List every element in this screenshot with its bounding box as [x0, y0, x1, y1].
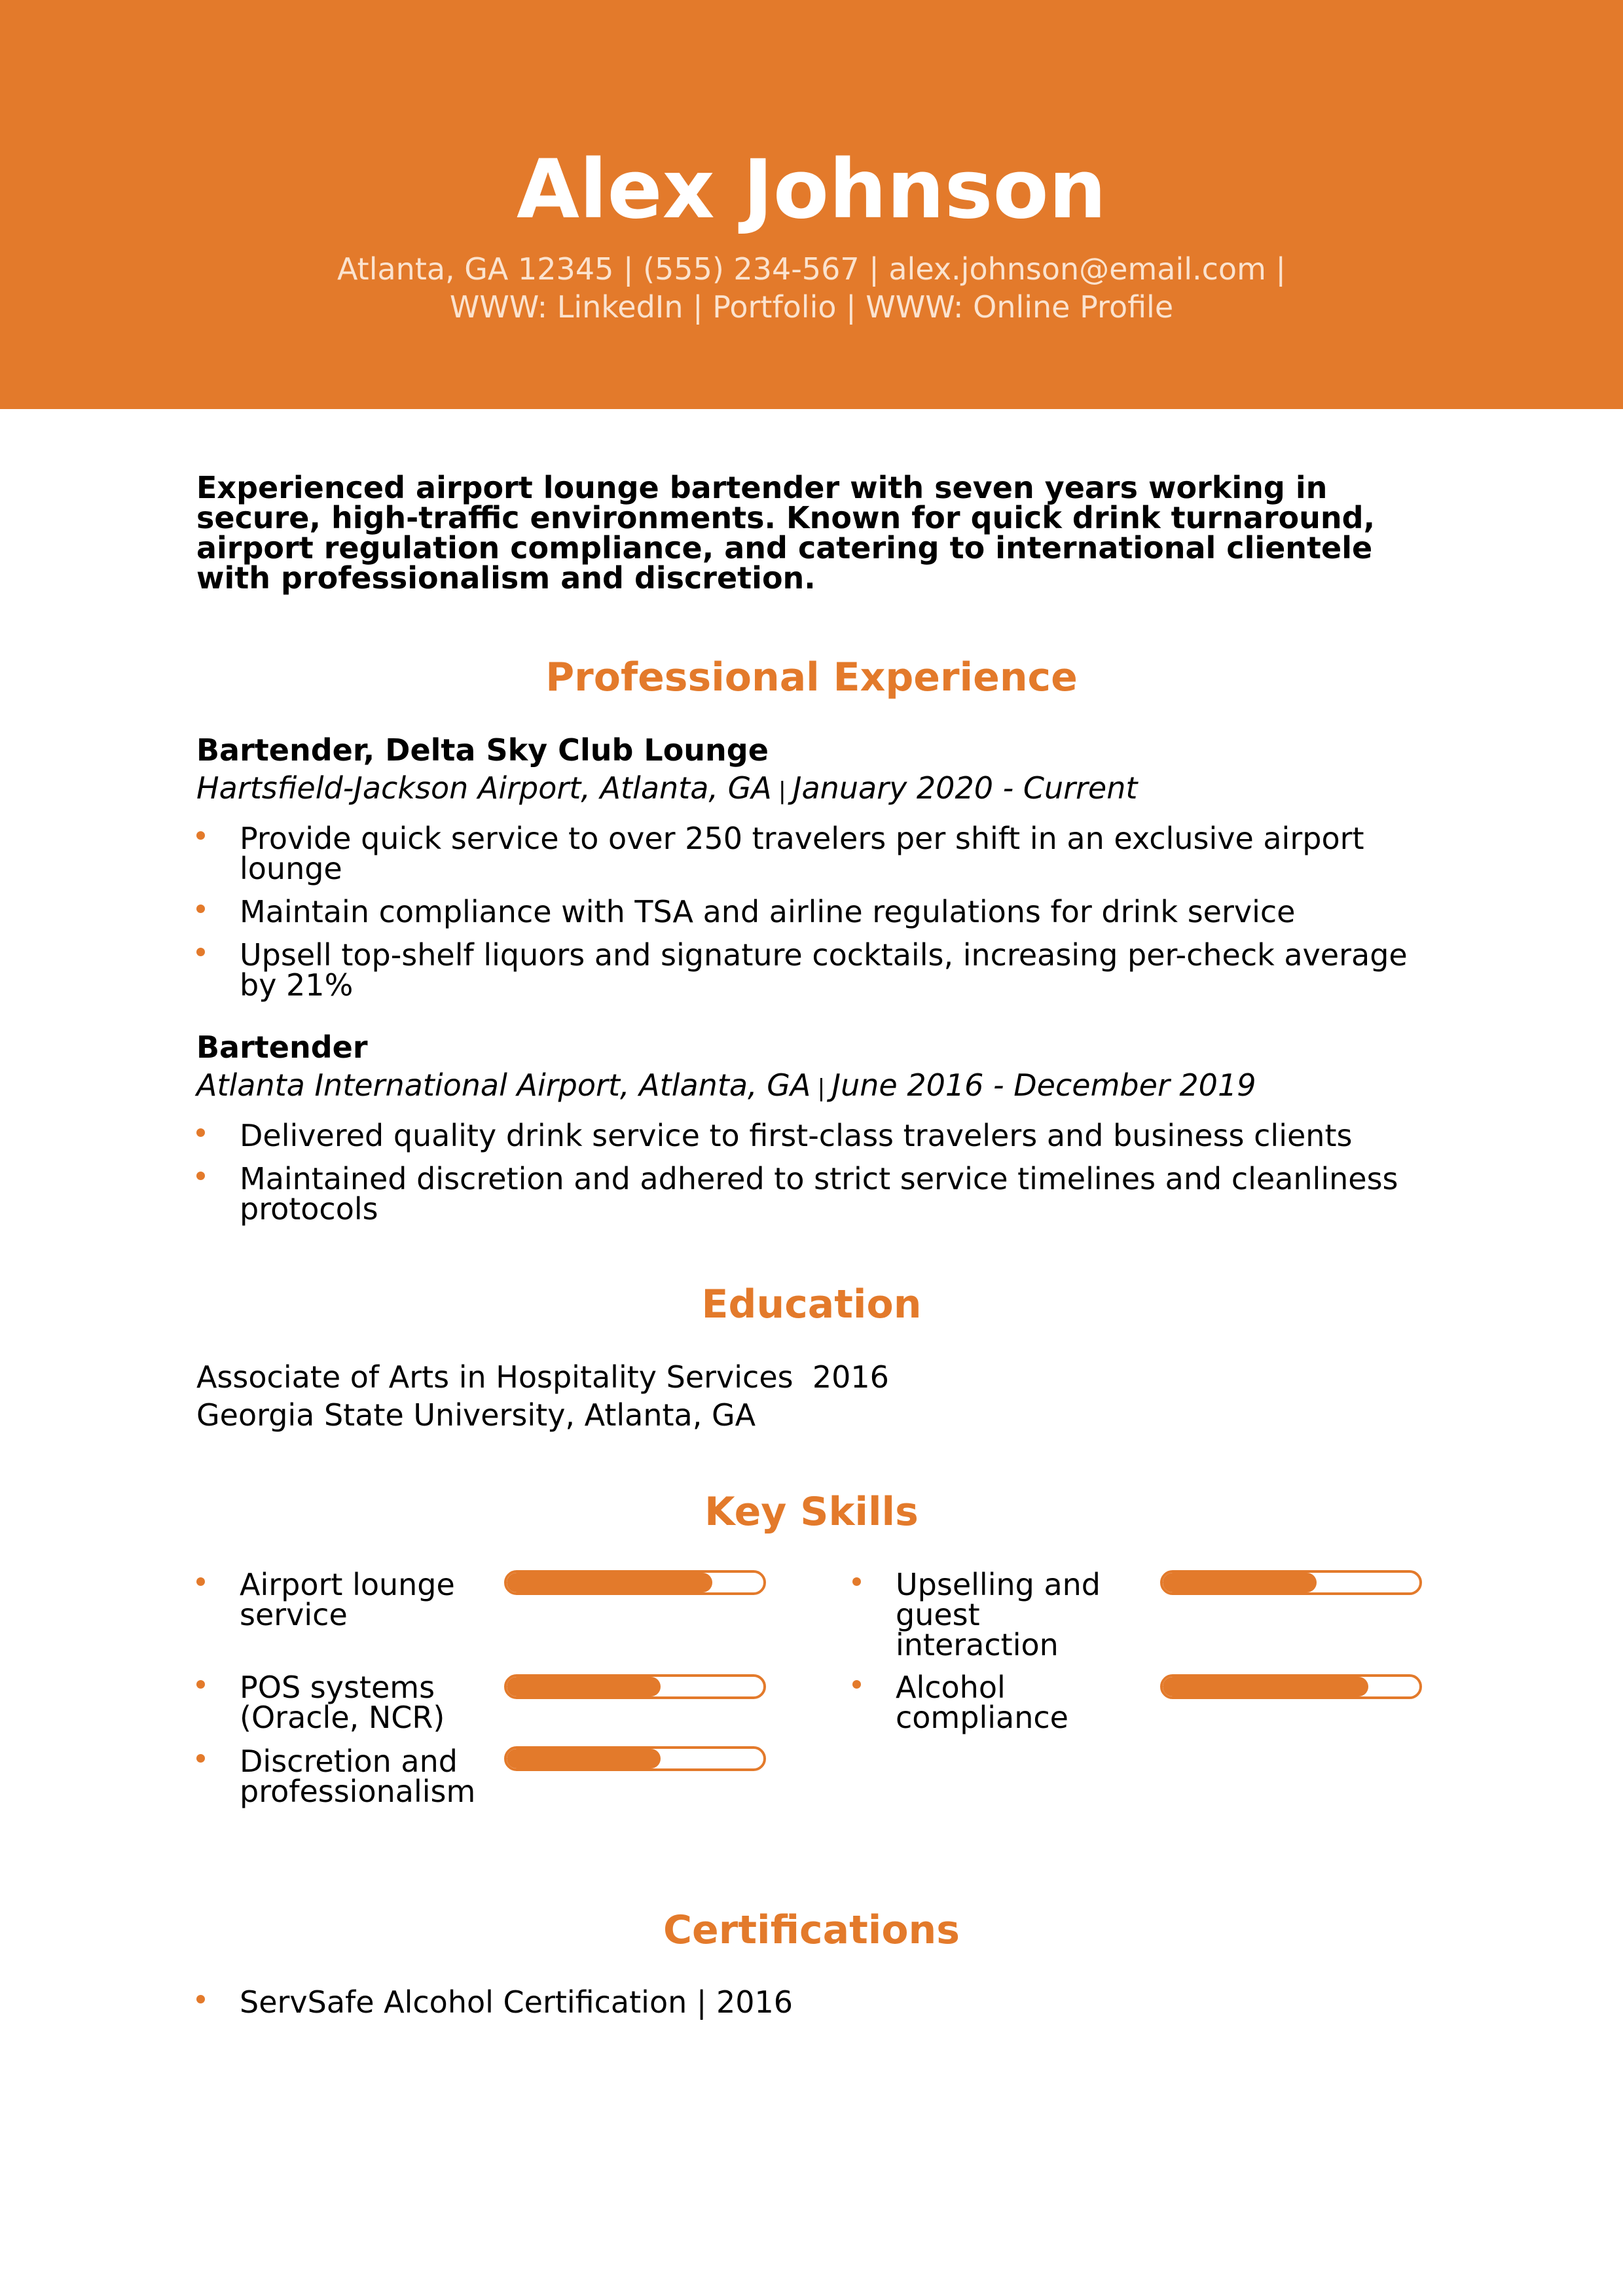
experience-heading: Professional Experience: [545, 655, 1078, 700]
skill-label: Alcohol compliance: [896, 1670, 1068, 1735]
skill-level-bar: [504, 1674, 766, 1699]
skill-level-fill: [1163, 1573, 1317, 1592]
skill-label: Discretion and professionalism: [240, 1744, 476, 1809]
bullet-dot-icon: [852, 1577, 861, 1586]
skill-label: Airport lounge service: [240, 1567, 455, 1632]
skill-level-fill: [1163, 1677, 1368, 1696]
professional-summary: Experienced airport lounge bartender with seven years working in secure, high-traffic environments. Known for quick drink turnaround, airport regulation compliance, and catering to international clientele with professionalism and discretion.: [196, 470, 1376, 596]
skill-level-bar: [1160, 1570, 1422, 1595]
skill-level-fill: [507, 1677, 661, 1696]
job-dates: June 2016 - December 2019: [831, 1067, 1256, 1103]
skill-level-fill: [507, 1573, 712, 1592]
bullet-dot-icon: [196, 1680, 205, 1689]
contact-line-1: Atlanta, GA 12345 | (555) 234-567 | alex.johnson@email.com |: [337, 251, 1286, 287]
skill-level-fill: [507, 1749, 661, 1768]
job-location: Hartsfield-Jackson Airport, Atlanta, GA: [196, 770, 772, 806]
bullet-dot-icon: [196, 1577, 205, 1586]
job-meta: [196, 1067, 1256, 1107]
education-heading: Education: [701, 1282, 922, 1327]
job-meta-separator: |: [778, 778, 786, 804]
bullet-text: Upsell top-shelf liquors and signature cocktails, increasing per-check average by 21%: [240, 937, 1408, 1003]
job-meta-separator: |: [817, 1075, 826, 1102]
skill-label: Upselling and guest interaction: [896, 1567, 1101, 1662]
skill-level-bar: [504, 1570, 766, 1595]
bullet-text: Provide quick service to over 250 travelers per shift in an exclusive airport lounge: [240, 821, 1364, 886]
job-dates: January 2020 - Current: [792, 770, 1138, 806]
skills-heading: Key Skills: [704, 1489, 919, 1535]
certifications-heading: Certifications: [663, 1907, 960, 1953]
bullet-dot-icon: [196, 1128, 205, 1137]
candidate-name: Alex Johnson: [517, 143, 1106, 237]
education-year: 2016: [812, 1359, 889, 1395]
bullet-dot-icon: [852, 1680, 861, 1689]
contact-line-2: WWW: LinkedIn | Portfolio | WWW: Online Profile: [449, 289, 1174, 325]
skill-level-bar: [1160, 1674, 1422, 1699]
bullet-dot-icon: [196, 905, 205, 913]
job-title: Bartender, Delta Sky Club Lounge: [196, 732, 769, 768]
bullet-dot-icon: [196, 1172, 205, 1180]
bullet-text: Maintain compliance with TSA and airline regulations for drink service: [240, 894, 1296, 929]
bullet-dot-icon: [196, 1995, 205, 2003]
job-title: Bartender: [196, 1030, 368, 1065]
education-school: Georgia State University, Atlanta, GA: [196, 1397, 756, 1433]
education-degree-line: [196, 1359, 889, 1395]
bullet-dot-icon: [196, 948, 205, 956]
skill-label: POS systems (Oracle, NCR): [240, 1670, 445, 1735]
bullet-text: Maintained discretion and adhered to strict service timelines and cleanliness protocols: [240, 1161, 1398, 1227]
bullet-dot-icon: [196, 1754, 205, 1763]
skill-level-bar: [504, 1746, 766, 1771]
certification-text: ServSafe Alcohol Certification | 2016: [240, 1984, 793, 2020]
job-meta: [196, 770, 1137, 810]
header-banner: [0, 0, 1623, 409]
job-location: Atlanta International Airport, Atlanta, GA: [196, 1067, 811, 1103]
bullet-dot-icon: [196, 831, 205, 840]
education-degree: Associate of Arts in Hospitality Services: [196, 1359, 793, 1395]
bullet-text: Delivered quality drink service to first-class travelers and business clients: [240, 1118, 1353, 1153]
